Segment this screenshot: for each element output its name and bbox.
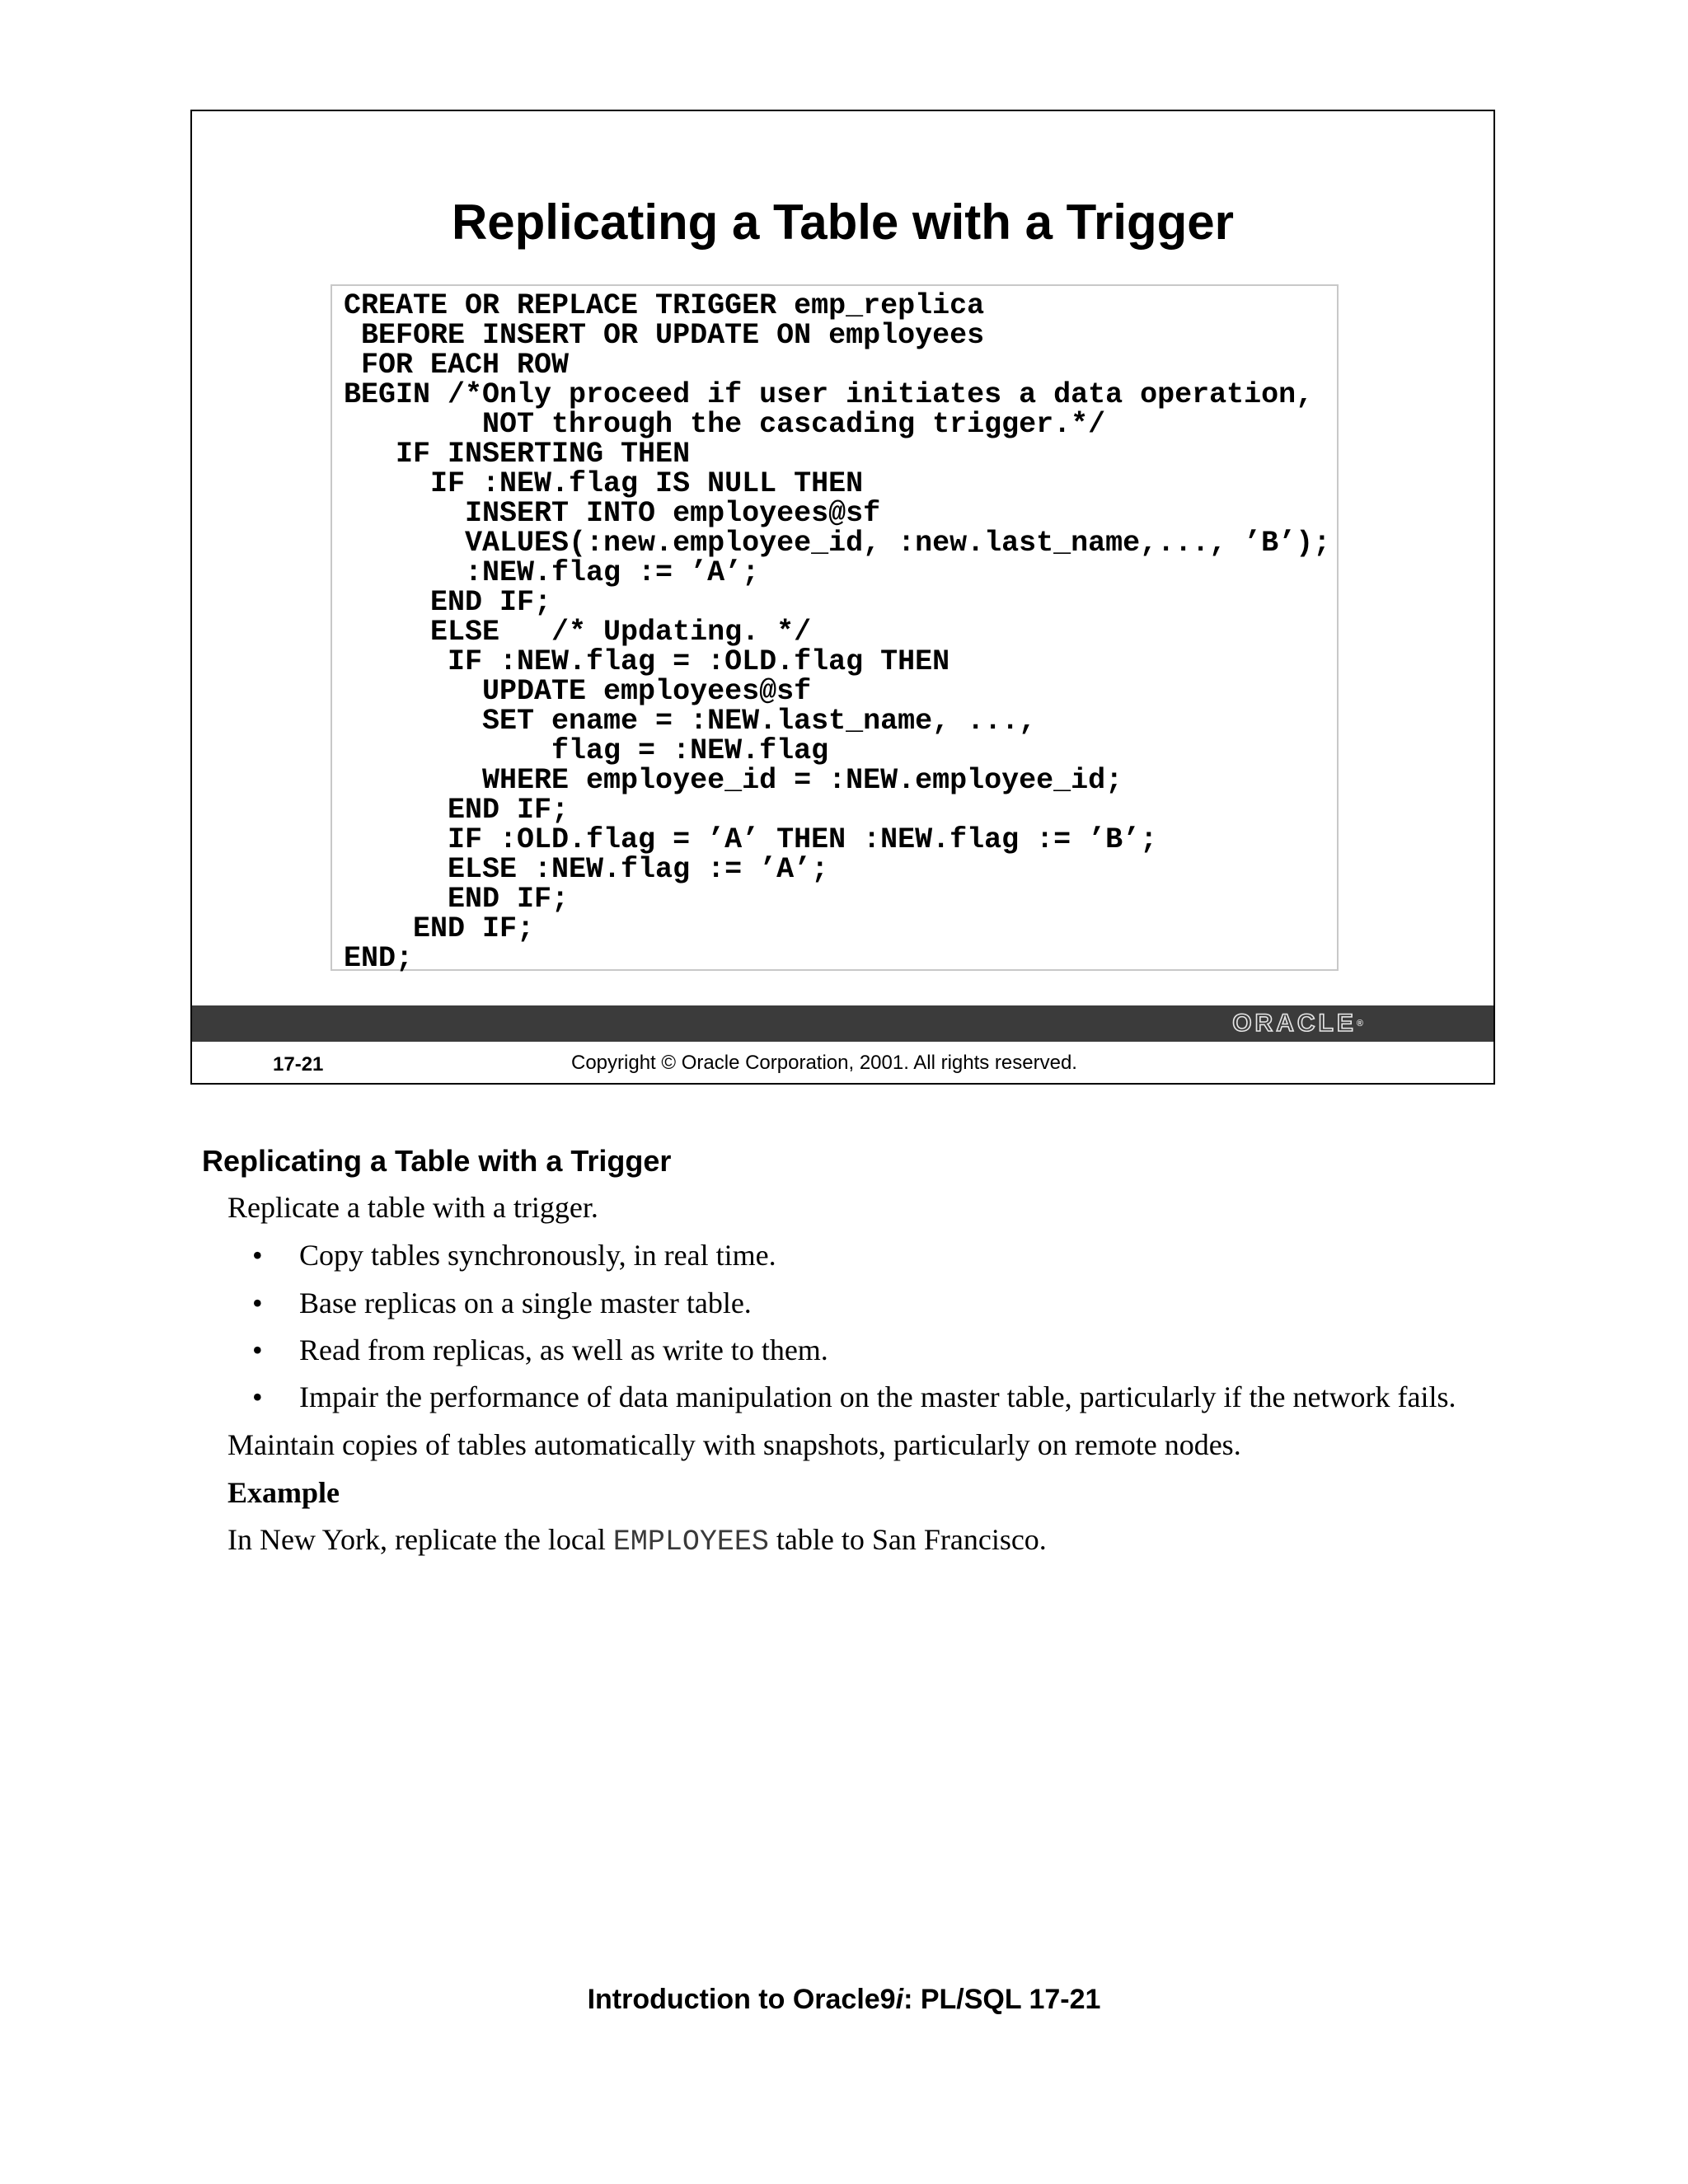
notes-heading: Replicating a Table with a Trigger	[202, 1144, 672, 1178]
bullet-mark: •	[252, 1333, 263, 1366]
footer-italic: i	[895, 1984, 904, 2015]
code-line: FOR EACH ROW	[344, 349, 570, 382]
code-line: NOT through the cascading trigger.*/	[344, 408, 1106, 441]
bullet-text: Copy tables synchronously, in real time.	[299, 1239, 776, 1272]
code-line: :NEW.flag := ’A’;	[344, 556, 760, 589]
example-before: In New York, replicate the local	[227, 1523, 613, 1556]
code-line: ELSE :NEW.flag := ’A’;	[344, 853, 829, 886]
code-line: VALUES(:new.employee_id, :new.last_name,..., ’B’);	[344, 527, 1331, 560]
code-line: IF :OLD.flag = ’A’ THEN :NEW.flag := ’B’;	[344, 823, 1158, 856]
notes-intro: Replicate a table with a trigger.	[227, 1191, 598, 1224]
bullet-mark: •	[252, 1380, 263, 1413]
code-line: END IF;	[344, 912, 535, 945]
footer-suffix: : PL/SQL 17-21	[903, 1984, 1101, 2015]
code-line: IF :NEW.flag IS NULL THEN	[344, 467, 864, 500]
bullet-text: Base replicas on a single master table.	[299, 1286, 752, 1319]
slide-title: Replicating a Table with a Trigger	[451, 194, 1235, 250]
code-line: CREATE OR REPLACE TRIGGER emp_replica	[344, 289, 985, 322]
code-line: IF :NEW.flag = :OLD.flag THEN	[344, 645, 950, 678]
slide-frame	[190, 110, 1495, 1085]
notes-maintain: Maintain copies of tables automatically with snapshots, particularly on remote nodes.	[227, 1428, 1241, 1461]
bullet-text: Read from replicas, as well as write to them.	[299, 1333, 828, 1366]
example-code: EMPLOYEES	[612, 1526, 769, 1558]
code-line: END;	[344, 942, 414, 975]
code-line: INSERT INTO employees@sf	[344, 497, 881, 530]
slide-copyright: Copyright © Oracle Corporation, 2001. All rights reserved.	[571, 1052, 1077, 1074]
code-box	[331, 284, 1339, 975]
code-line: BEFORE INSERT OR UPDATE ON employees	[344, 319, 985, 352]
code-line: WHERE employee_id = :NEW.employee_id;	[344, 764, 1123, 797]
page-footer	[0, 1983, 1688, 2016]
bullet-mark: •	[252, 1239, 263, 1272]
bullet-text: Impair the performance of data manipulation on the master table, particularly if the network fails.	[299, 1380, 1456, 1413]
oracle-logo	[1232, 1009, 1363, 1038]
slide-footer-bar	[192, 1005, 1493, 1042]
code-line: SET ename = :NEW.last_name, ...,	[344, 705, 1037, 738]
registered-mark: ®	[1356, 1019, 1363, 1029]
slide-number: 17-21	[273, 1053, 324, 1076]
code-block	[344, 291, 1330, 973]
bullet-mark: •	[252, 1286, 263, 1319]
code-line: END IF;	[344, 586, 552, 619]
code-line: END IF;	[344, 794, 570, 827]
code-line: UPDATE employees@sf	[344, 675, 812, 708]
code-line: ELSE /* Updating. */	[344, 616, 812, 649]
code-line: END IF;	[344, 883, 570, 916]
code-line: BEGIN /*Only proceed if user initiates a data operation,	[344, 378, 1314, 411]
code-line: IF INSERTING THEN	[344, 438, 691, 471]
example-after: table to San Francisco.	[768, 1523, 1047, 1556]
example-heading: Example	[227, 1476, 340, 1509]
example-text	[227, 1522, 1047, 1559]
footer-prefix: Introduction to Oracle9	[587, 1984, 896, 2015]
oracle-logo-text: ORACLE	[1232, 1010, 1357, 1037]
code-line: flag = :NEW.flag	[344, 734, 829, 767]
